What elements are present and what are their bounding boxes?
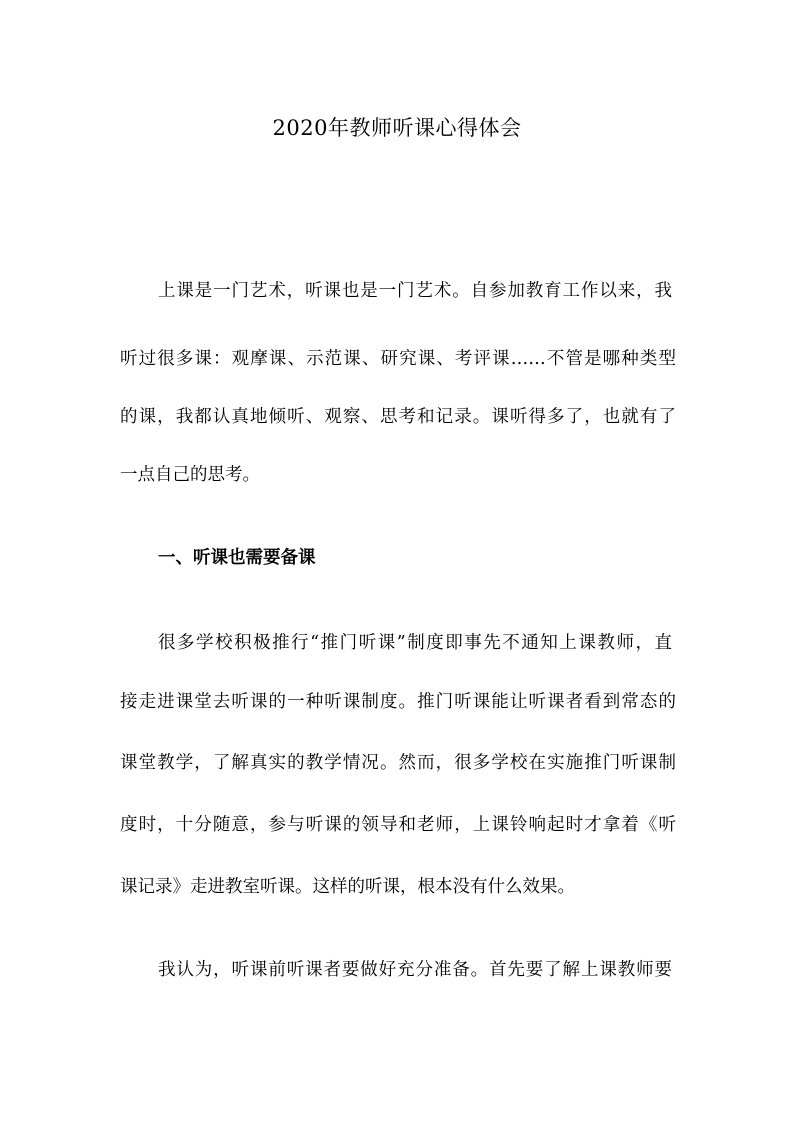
paragraph-3-line-1: 我认为，听课前听课者要做好充分准备。首先要了解上课教师要 — [158, 960, 672, 980]
paragraph-1-line-1: 上课是一门艺术，听课也是一门艺术。自参加教育工作以来，我 — [158, 281, 672, 301]
paragraph-2-line-3: 课堂教学，了解真实的教学情况。然而，很多学校在实施推门听课制 — [120, 753, 676, 773]
section-heading-1: 一、听课也需要备课 — [158, 548, 316, 568]
paragraph-2-line-5: 课记录》走进教室听课。这样的听课，根本没有什么效果。 — [120, 877, 575, 897]
paragraph-1-line-3: 的课，我都认真地倾听、观察、思考和记录。课听得多了，也就有了 — [120, 407, 676, 427]
paragraph-2-line-4: 度时，十分随意，参与听课的领导和老师，上课铃响起时才拿着《听 — [120, 815, 676, 835]
document-title: 2020年教师听课心得体会 — [272, 116, 522, 140]
paragraph-2-line-1: 很多学校积极推行“推门听课”制度即事先不通知上课教师，直 — [158, 633, 672, 653]
paragraph-1-line-4: 一点自己的思考。 — [120, 465, 260, 485]
paragraph-1-line-2: 听过很多课：观摩课、示范课、研究课、考评课……不管是哪种类型 — [120, 349, 676, 369]
paragraph-2-line-2: 接走进课堂去听课的一种听课制度。推门听课能让听课者看到常态的 — [120, 692, 676, 712]
